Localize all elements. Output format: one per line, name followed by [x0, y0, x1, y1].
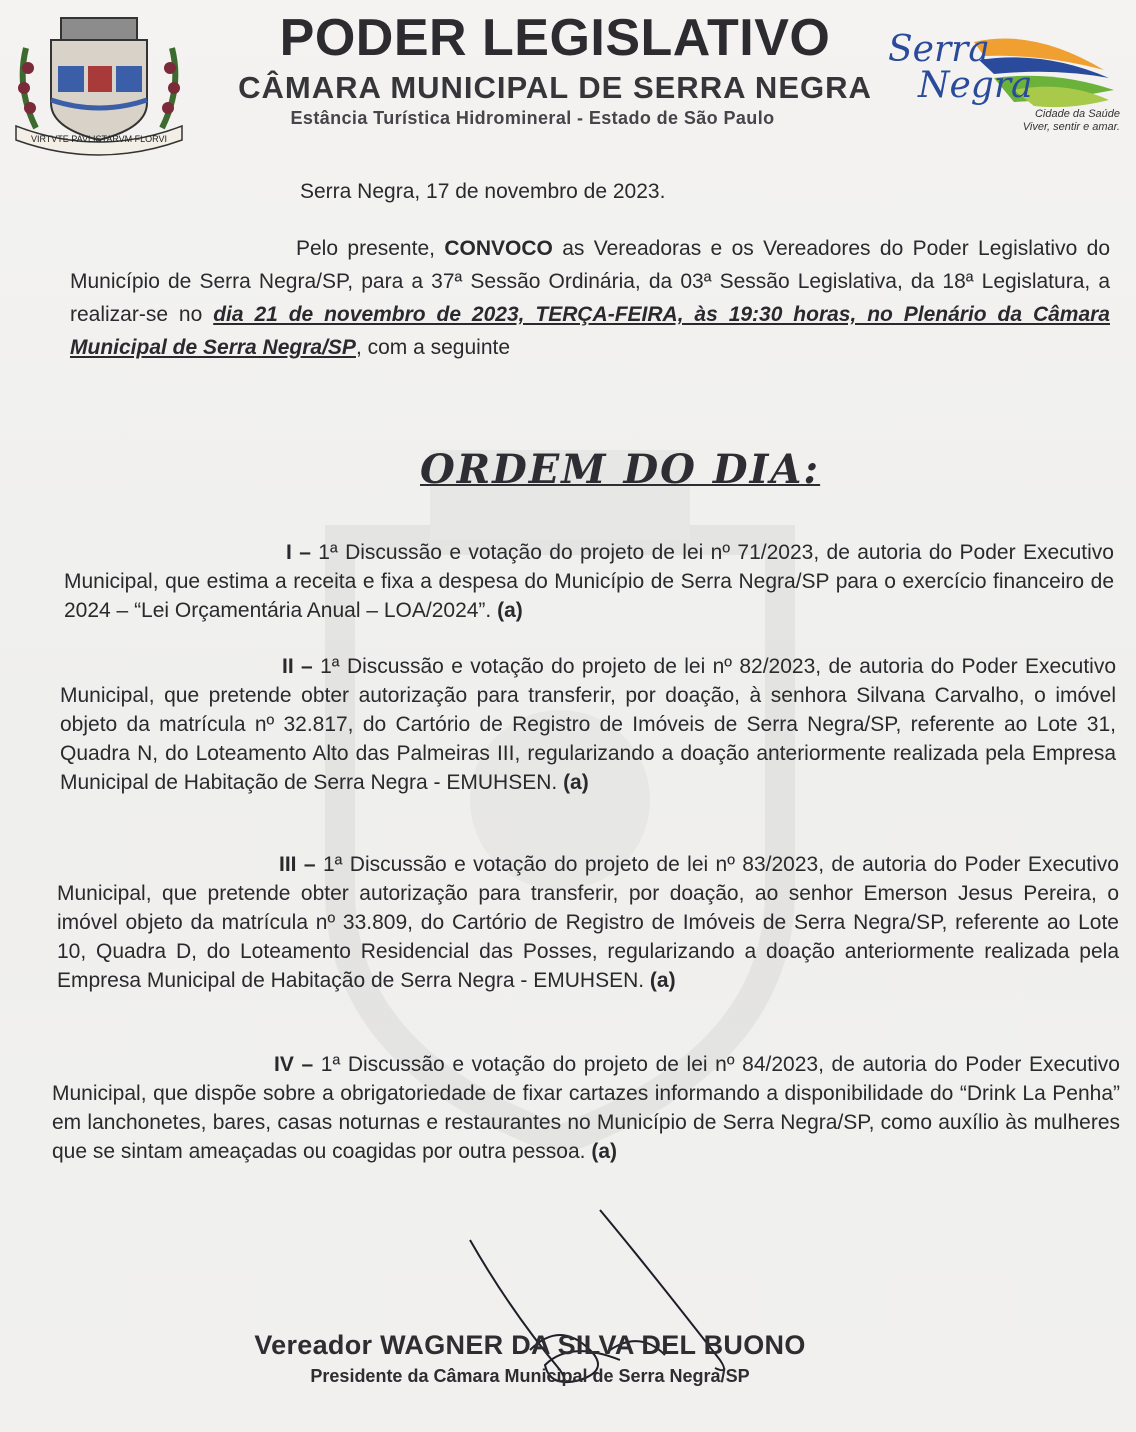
svg-text:VIRTVTE PAVLISTARVM FLORVI: VIRTVTE PAVLISTARVM FLORVI: [30, 134, 168, 144]
signer-name: [150, 1330, 910, 1361]
item-text: 1ª Discussão e votação do projeto de lei nº 82/2023, de autoria do Poder Executivo Municipal, que pretende obter autorização para transferir, por doação, à senhora Silvana Carvalho, o imóvel objeto da matrícula nº 32.817, do Cartório de Registro de Imóveis de Serra Negra/SP, referente ao Lote 31, Quadra N, do Loteamento Alto das Palmeiras III, regularizando a doação anteriormente realizada pela Empresa Municipal de Habitação de Serra Negra - EMUHSEN.: [60, 655, 1116, 794]
item-text: 1ª Discussão e votação do projeto de lei nº 83/2023, de autoria do Poder Executivo Municipal, que pretende obter autorização para transferir, por doação, ao senhor Emerson Jesus Pereira, o imóvel objeto da matrícula nº 33.809, do Cartório de Registro de Imóveis de Serra Negra/SP, referente ao Lote 10, Quadra D, do Loteamento Residencial das Posses, regularizando a doação anteriormente realizada pela Empresa Municipal de Habitação de Serra Negra - EMUHSEN.: [57, 853, 1119, 992]
slogan-line-2: Viver, sentir e amar.: [1022, 121, 1120, 133]
slogan-line-1: Cidade da Saúde: [1034, 108, 1120, 120]
item-mark: (a): [497, 599, 523, 622]
agenda-item-3: [57, 850, 1119, 995]
signer-role: Presidente da Câmara Municipal de Serra Negra/SP: [310, 1366, 750, 1386]
signer-full-name: WAGNER DA SILVA DEL BUONO: [380, 1330, 806, 1360]
date-line: Serra Negra, 17 de novembro de 2023.: [300, 180, 666, 203]
intro-text-2: as Vereadoras e os Vereadores do Poder Legislativo do Município de Serra Negra/SP, para a 37ª Sessão Ordinária, da 03ª Sessão Legislativa, da 18ª Legislatura, a realizar-se no: [70, 237, 1110, 326]
municipal-crest-icon: [6, 8, 192, 158]
logo-line-serra: Serra: [888, 29, 990, 70]
convoco-word: CONVOCO: [444, 237, 553, 260]
tourism-slogan: [980, 108, 1120, 134]
item-mark: (a): [563, 771, 589, 794]
intro-text-3: , com a seguinte: [355, 336, 511, 359]
item-text: 1ª Discussão e votação do projeto de lei nº 71/2023, de autoria do Poder Executivo Municipal, que estima a receita e fixa a despesa do Município de Serra Negra/SP para o exercício financeiro de 2024 – “Lei Orçamentária Anual – LOA/2024”.: [64, 541, 1114, 622]
agenda-item-4: [52, 1050, 1120, 1166]
item-number: II –: [282, 655, 313, 678]
logo-line-negra: Negra: [918, 65, 1033, 106]
signer-prefix: Vereador: [254, 1330, 373, 1360]
agenda-item-1: [64, 538, 1114, 625]
intro-text-1: Pelo presente,: [296, 237, 435, 260]
header-subtitle: CÂMARA MUNICIPAL DE SERRA NEGRA: [238, 70, 872, 105]
item-mark: (a): [591, 1140, 618, 1163]
item-number: I –: [286, 541, 311, 564]
session-date-highlight: dia 21 de novembro de 2023, TERÇA-FEIRA, às 19:30 horas, no Plenário da Câmara Municipal de Serra Negra/SP: [70, 303, 1110, 359]
agenda-item-2: [60, 652, 1116, 797]
item-number: III –: [279, 853, 316, 876]
convocation-paragraph: [70, 232, 1110, 364]
agenda-title: ORDEM DO DIA:: [420, 446, 821, 493]
item-text: 1ª Discussão e votação do projeto de lei nº 84/2023, de autoria do Poder Executivo Municipal, que dispõe sobre a obrigatoriedade de fixar cartazes informando a disponibilidade do “Drink La Penha” em lanchonetes, bares, casas noturnas e restaurantes no Município de Serra Negra/SP, como auxílio às mulheres que se sintam ameaçadas ou coagidas por outra pessoa.: [52, 1053, 1120, 1163]
header-state-line: Estância Turística Hidromineral - Estado de São Paulo: [290, 108, 775, 128]
item-mark: (a): [649, 969, 676, 992]
tourism-logo-text: [888, 29, 1033, 106]
item-number: IV –: [274, 1053, 314, 1076]
header-title: PODER LEGISLATIVO: [279, 9, 831, 67]
